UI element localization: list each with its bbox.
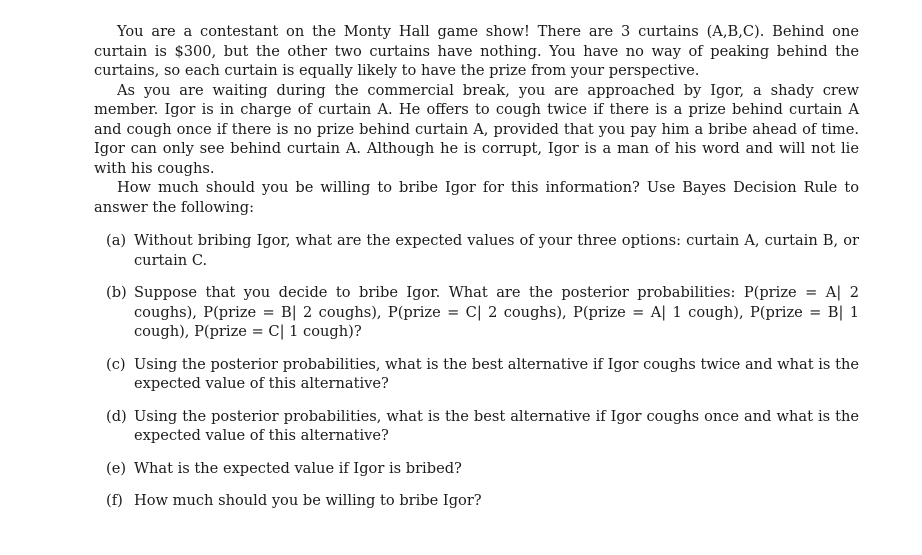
question-item-f [94, 491, 859, 511]
question-label: (b) [106, 284, 127, 301]
question-label: (a) [106, 232, 127, 249]
question-list [94, 231, 859, 511]
question-text: Using the posterior probabilities, what is the best alternative if Igor coughs once and what is the expected value of this alternative? [134, 407, 859, 444]
question-item-c [94, 355, 859, 394]
question-text: What is the expected value if Igor is bribed? [134, 459, 462, 477]
question-label: (e) [106, 459, 127, 477]
intro-paragraph-2: As you are waiting during the commercial break, you are approached by Igor, a shady crew member. Igor is in charge of curtain A. He offers to cough twice if there is a prize behind curtain A and cough once if there is no prize behind curtain A, provided that you pay him a bribe ahead of time. Igor can only see behind curtain A. Although he is corrupt, Igor is a man of his word and will not lie with his coughs. [94, 81, 859, 177]
question-text: How much should you be willing to bribe Igor? [134, 492, 482, 509]
question-text: Suppose that you decide to bribe Igor. What are the posterior probabilities: P(prize = A| 2 coughs), P(prize = B| 2 coughs), P(prize = C| 2 coughs), P(prize = A| 1 cough), P(prize = B| 1 cough), P(prize = C| 1 cough)? [134, 284, 859, 340]
question-item-e [94, 459, 859, 479]
question-label: (d) [106, 407, 127, 425]
question-text: Without bribing Igor, what are the expected values of your three options: curtain A, curtain B, or curtain C. [134, 232, 859, 269]
question-item-b [94, 283, 859, 342]
question-label: (f) [106, 492, 123, 509]
question-item-a [94, 231, 859, 270]
intro-paragraph-1: You are a contestant on the Monty Hall game show! There are 3 curtains (A,B,C). Behind one curtain is $300, but the other two curtains have nothing. You have no way of peaking behind the curtains, so each curtain is equally likely to have the prize from your perspective. [94, 23, 859, 79]
question-text: Using the posterior probabilities, what is the best alternative if Igor coughs twice and what is the expected value of this alternative? [134, 355, 859, 392]
document-page [94, 22, 859, 511]
intro-paragraph-3: How much should you be willing to bribe Igor for this information? Use Bayes Decision Rule to answer the following: [94, 179, 859, 216]
question-label: (c) [106, 355, 126, 373]
question-item-d [94, 407, 859, 446]
